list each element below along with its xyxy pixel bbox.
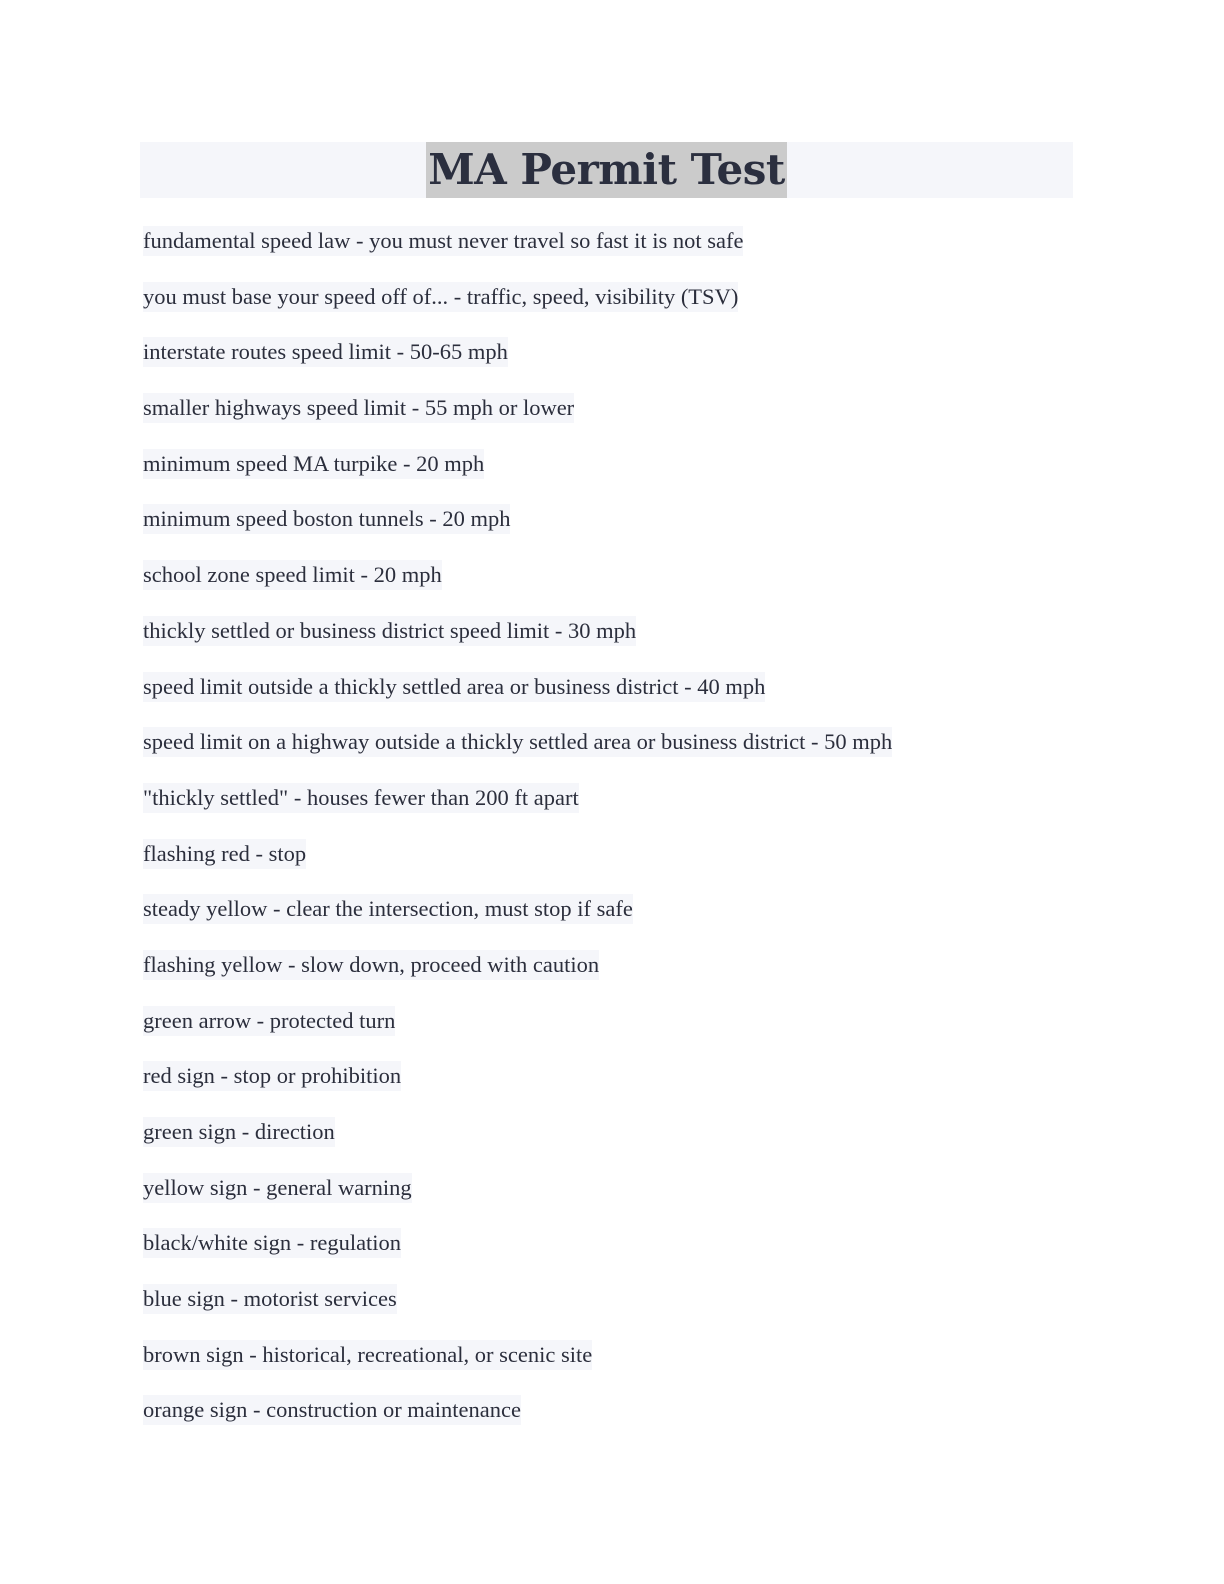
page-title: MA Permit Test (426, 142, 787, 198)
term-text: thickly settled or business district speed limit - 30 mph (143, 616, 636, 646)
term-text: flashing red - stop (143, 839, 306, 869)
term-text: interstate routes speed limit - 50-65 mph (143, 337, 508, 367)
term-line (143, 282, 1083, 338)
term-text: speed limit outside a thickly settled area or business district - 40 mph (143, 672, 765, 702)
title-band (140, 142, 1073, 198)
term-line (143, 1117, 1083, 1173)
term-text: green arrow - protected turn (143, 1006, 395, 1036)
term-line (143, 616, 1083, 672)
term-text: minimum speed boston tunnels - 20 mph (143, 504, 510, 534)
term-line (143, 226, 1083, 282)
term-text: orange sign - construction or maintenance (143, 1395, 521, 1425)
term-text: green sign - direction (143, 1117, 335, 1147)
term-text: you must base your speed off of... - traffic, speed, visibility (TSV) (143, 282, 738, 312)
term-text: yellow sign - general warning (143, 1173, 412, 1203)
term-line (143, 1061, 1083, 1117)
term-text: "thickly settled" - houses fewer than 200 ft apart (143, 783, 579, 813)
term-line (143, 727, 1083, 783)
term-text: fundamental speed law - you must never travel so fast it is not safe (143, 226, 743, 256)
term-line (143, 1395, 1083, 1451)
term-list (143, 226, 1083, 1451)
term-line (143, 950, 1083, 1006)
term-line (143, 783, 1083, 839)
term-line (143, 1006, 1083, 1062)
term-text: brown sign - historical, recreational, or scenic site (143, 1340, 592, 1370)
term-text: blue sign - motorist services (143, 1284, 397, 1314)
term-line (143, 1340, 1083, 1396)
term-text: speed limit on a highway outside a thickly settled area or business district - 50 mph (143, 727, 892, 757)
term-text: flashing yellow - slow down, proceed with caution (143, 950, 599, 980)
term-text: steady yellow - clear the intersection, must stop if safe (143, 894, 633, 924)
term-line (143, 337, 1083, 393)
term-line (143, 1228, 1083, 1284)
term-line (143, 393, 1083, 449)
term-text: school zone speed limit - 20 mph (143, 560, 442, 590)
term-line (143, 894, 1083, 950)
term-text: black/white sign - regulation (143, 1228, 401, 1258)
term-text: smaller highways speed limit - 55 mph or lower (143, 393, 574, 423)
term-line (143, 560, 1083, 616)
term-line (143, 1173, 1083, 1229)
term-text: minimum speed MA turpike - 20 mph (143, 449, 484, 479)
term-line (143, 504, 1083, 560)
term-line (143, 1284, 1083, 1340)
term-line (143, 839, 1083, 895)
term-line (143, 449, 1083, 505)
term-text: red sign - stop or prohibition (143, 1061, 401, 1091)
term-line (143, 672, 1083, 728)
